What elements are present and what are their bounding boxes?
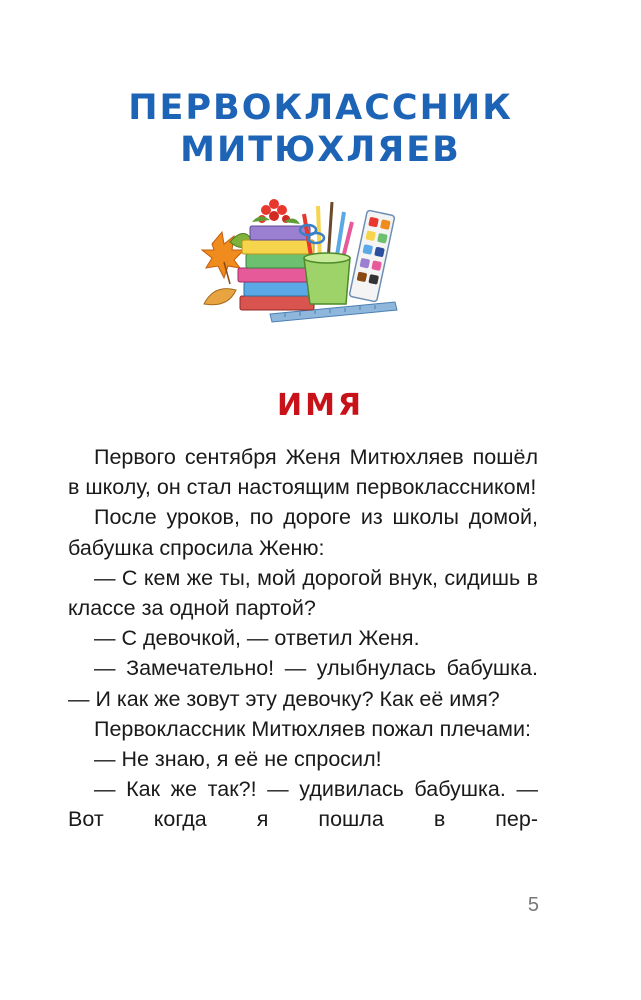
paragraph: — Как же так?! — удивилась бабушка. — Вот когда я пошла в пер- — [68, 777, 538, 832]
paragraph: Первого сентября Женя Митюхляев пошёл в школу, он стал настоящим первоклассником! — [68, 445, 538, 500]
paragraph: — С кем же ты, мой дорогой внук, сидишь в классе за одной партой? — [68, 565, 538, 621]
paragraph: После уроков, по дороге из школы домой, бабушка спросила Женю: — [68, 505, 538, 560]
paint-palette-icon — [349, 210, 395, 302]
paragraph: — С девочкой, — ответил Женя. — [94, 626, 420, 651]
story-title-line-1: ПЕРВОКЛАССНИК — [128, 88, 513, 128]
chapter-title: ИМЯ — [276, 388, 365, 423]
page-number: 5 — [527, 894, 539, 916]
story-text — [68, 442, 538, 835]
rowan-berries-icon — [252, 199, 300, 224]
story-title-line-2: МИТЮХЛЯЕВ — [180, 130, 461, 170]
paragraph: Первоклассник Митюхляев пожал плечами: — [94, 716, 531, 741]
paragraph: — Замечательно! — улыбнулась бабушка. — И как же зовут эту девочку? Как её имя? — [68, 656, 538, 711]
paragraph: — Не знаю, я её не спросил! — [94, 747, 382, 772]
school-supplies-illustration — [200, 192, 405, 332]
